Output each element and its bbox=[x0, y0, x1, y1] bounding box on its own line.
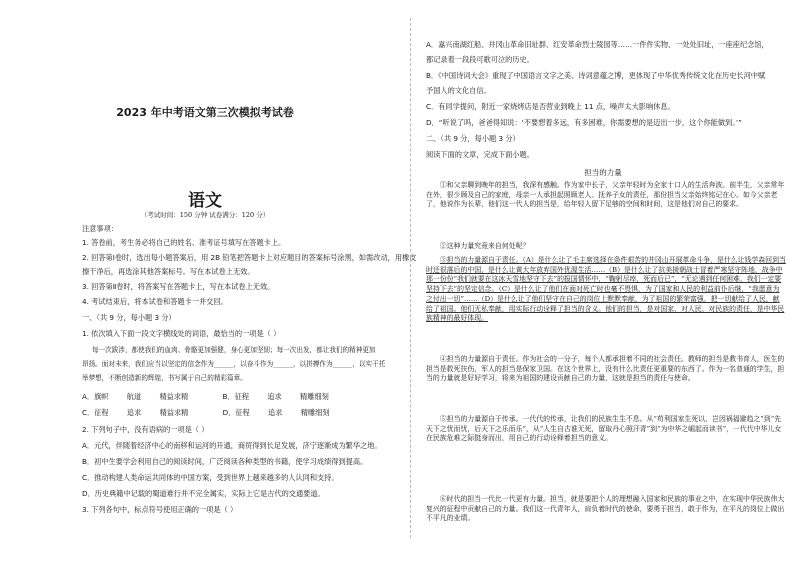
note-4: 4. 考试结束后，将本试卷和答题卡一并交回。 bbox=[82, 297, 228, 306]
question-3-option-d: D．“听说了吗，爸爸得知说：‘不要想着多远，有多困难，你需要想的是迈出一步，这个你能做到。’” bbox=[426, 118, 742, 127]
note-2-cont: 擦干净后，再选涂其他答案标号。写在本试卷上无效。 bbox=[82, 267, 255, 276]
paragraph-4: ④担当的力量源自于责任。作为社会的一分子，每个人都承担着不同的社会责任。教师的担当是教书育人，医生的担当是救死扶伤，军人的担当是保家卫国。在这个世界上，没有什么比责任更重要的东西了。作为一名普通的学生，担当的力量就是好好学习，将来为祖国的建设贡献自己的力量，这就是担当的责任与使命。 bbox=[426, 355, 785, 383]
exam-meta: （考试时间：150 分钟 试卷满分：120 分） bbox=[140, 211, 270, 219]
section-2-heading: 二、（共 9 分，每小题 3 分） bbox=[426, 134, 520, 143]
paragraph-1: ①和父亲聊到晚年的担当，我深有感触。作为家中长子，父亲年轻时为全家十口人的生活奔波。前半生，父亲常年在外，很少顾及自己的家庭，母亲一人承担起照顾老人、抚养子女的责任，那份担当父亲始终铭记在心。如今父亲老了，他说作为长辈，他们这一代人的担当是，给年轻人留下足够的空间和时间，这是他们对自己的要求。 bbox=[426, 181, 785, 209]
question-2: 2. 下列句子中，没有语病的一项是（ ） bbox=[82, 425, 209, 434]
reading-intro: 阅读下面的文章，完成下面小题。 bbox=[426, 150, 534, 159]
question-1-text-3: 举梦想，不断创造新的辉煌，书写属于自己的精彩篇章。 bbox=[82, 374, 247, 382]
option-d: D．征程 bbox=[222, 408, 250, 417]
paragraph-5: ⑤担当的力量源自于传承。一代代的传承，让我们的民族生生不息。从“苟利国家生死以，岂因祸福避趋之”到“先天下之忧而忧，后天下之乐而乐”，从“人生自古谁无死，留取丹心照汗青”到“为中华之崛起而读书”，一代代中华儿女在民族危难之际挺身而出，用自己的行动诠释着担当的意义。 bbox=[426, 415, 782, 443]
question-2-option-a: A．元代，伴随着经济中心的南移和运河的开通，商贸得到长足发展，济宁逐渐成为繁华之地。 bbox=[82, 441, 382, 450]
question-1-options-row-1: A．旗帜 航道 精益求精 B．征程 追求 精雕细刻 bbox=[82, 392, 329, 401]
question-3-option-a-cont: 都记录着一段段可歌可泣的历史。 bbox=[426, 55, 534, 64]
question-3-option-b: B．《中国诗词大会》重现了中国语言文字之美、诗词意蕴之博，更体现了中华优秀传统文化在历史长河中赋 bbox=[426, 71, 766, 80]
option-c: C．征程 bbox=[82, 408, 109, 417]
question-3: 3. 下列各句中，标点符号使用正确的一项是（ ） bbox=[82, 505, 238, 514]
question-3-option-b-cont: 予国人的文化自信。 bbox=[426, 86, 491, 95]
paragraph-2: ②这种力量究竟来自何处呢？ bbox=[439, 242, 530, 250]
subject-heading: 语文 bbox=[188, 191, 222, 211]
option-b: B．征程 bbox=[222, 392, 250, 401]
exam-title: 2023 年中考语文第三次模拟考试卷 bbox=[116, 106, 294, 119]
question-2-option-d: D．历史典籍中记载的蜀道难行并不完全属实，实际上它是古代的交通要道。 bbox=[82, 489, 325, 498]
paragraph-3: ③担当的力量源自于责任。（A）是什么让了毛主席选择在条件艰苦的井冈山开展革命斗争，是什么让钱学森回到当时还很落后的中国，是什么让黄大年放弃国外优渥生活……（B）是什么让了抗美援朝战士冒着严寒坚守阵地，战争中那一份份“我们就要在这冰天雪地坚守下去”的报国情怀中，“鞠躬尽瘁，死而后已”，“无论遇到任何困难，我们一定要坚持下去”的坚定信念。（C）是什么让了他们在面对死亡时也毫不畏惧，为了国家和人民的利益前仆后继，“我愿意为之付出一切”……（D）是什么让了他们坚守在自己的岗位上默默奉献，为了祖国的繁荣富强，把一切献给了人民，献给了祖国。他们无私奉献，用实际行动诠释了担当的含义。他们的担当，是对国家、对人民、对民族的责任，是中华民族精神的最好体现。 bbox=[426, 256, 786, 323]
question-1-options-row-2: C．征程 追求 精益求精 D．征程 追求 精雕细刻 bbox=[82, 408, 330, 417]
question-2-option-b: B．初中生要学会利用自己的阅读时间，广泛阅读各种类型的书籍，使学习成绩得到提高。 bbox=[82, 457, 368, 466]
note-3: 3. 回答第Ⅱ卷时，将答案写在答题卡上，写在本试卷上无效。 bbox=[82, 282, 275, 291]
note-2: 2. 回答第Ⅰ卷时，选出每小题答案后，用 2B 铅笔把答题卡上对应题目的答案标号涂黑，如需改动，用橡皮 bbox=[82, 253, 417, 262]
note-1: 1. 答卷前，考生务必将自己的姓名、准考证号填写在答题卡上。 bbox=[82, 238, 286, 247]
option-a: A．旗帜 bbox=[82, 392, 109, 401]
question-3-option-a: A．嘉兴南湖红船、井冈山革命旧址群、红安革命烈士陵园等……一件件实物、一处处旧址，一座座纪念馆， bbox=[426, 40, 769, 49]
passage-title: 担当的力量 bbox=[584, 168, 622, 177]
question-3-option-c: C．有同学提问，附近一家烧烤店是否营业到晚上 11 点，噪声太大影响休息。 bbox=[426, 102, 675, 111]
paragraph-6: ⑥时代的担当一代比一代更有力量。担当，就是要把个人的理想融入国家和民族的事业之中，在实现中华民族伟大复兴的征程中贡献自己的力量。我们这一代青年人，肩负着时代的使命，要勇于担当，敢于作为，在平凡的岗位上做出不平凡的业绩。 bbox=[426, 495, 785, 523]
section-1-heading: 一、（共 9 分，每小题 3 分） bbox=[82, 313, 176, 322]
question-1: 1. 依次填入下面一段文字横线处的词语，最恰当的一项是（ ） bbox=[82, 329, 281, 338]
question-1-text-2: 昂扬。面对未来，我们应当以坚定的信念作为______，以奋斗作为______，以拼搏作为______，以实干托 bbox=[82, 360, 386, 368]
notes-header: 注意事项： bbox=[82, 224, 118, 233]
right-column bbox=[412, 0, 794, 562]
question-2-option-c: C．推动构建人类命运共同体的中国方案，受到世界上越来越多的人认同和支持。 bbox=[82, 473, 339, 482]
question-1-text-1: 每一次跋涉，都使我们的血肉、骨骼更加强健，身心更加坚韧；每一次出发，都让我们的精神更加 bbox=[92, 346, 376, 354]
